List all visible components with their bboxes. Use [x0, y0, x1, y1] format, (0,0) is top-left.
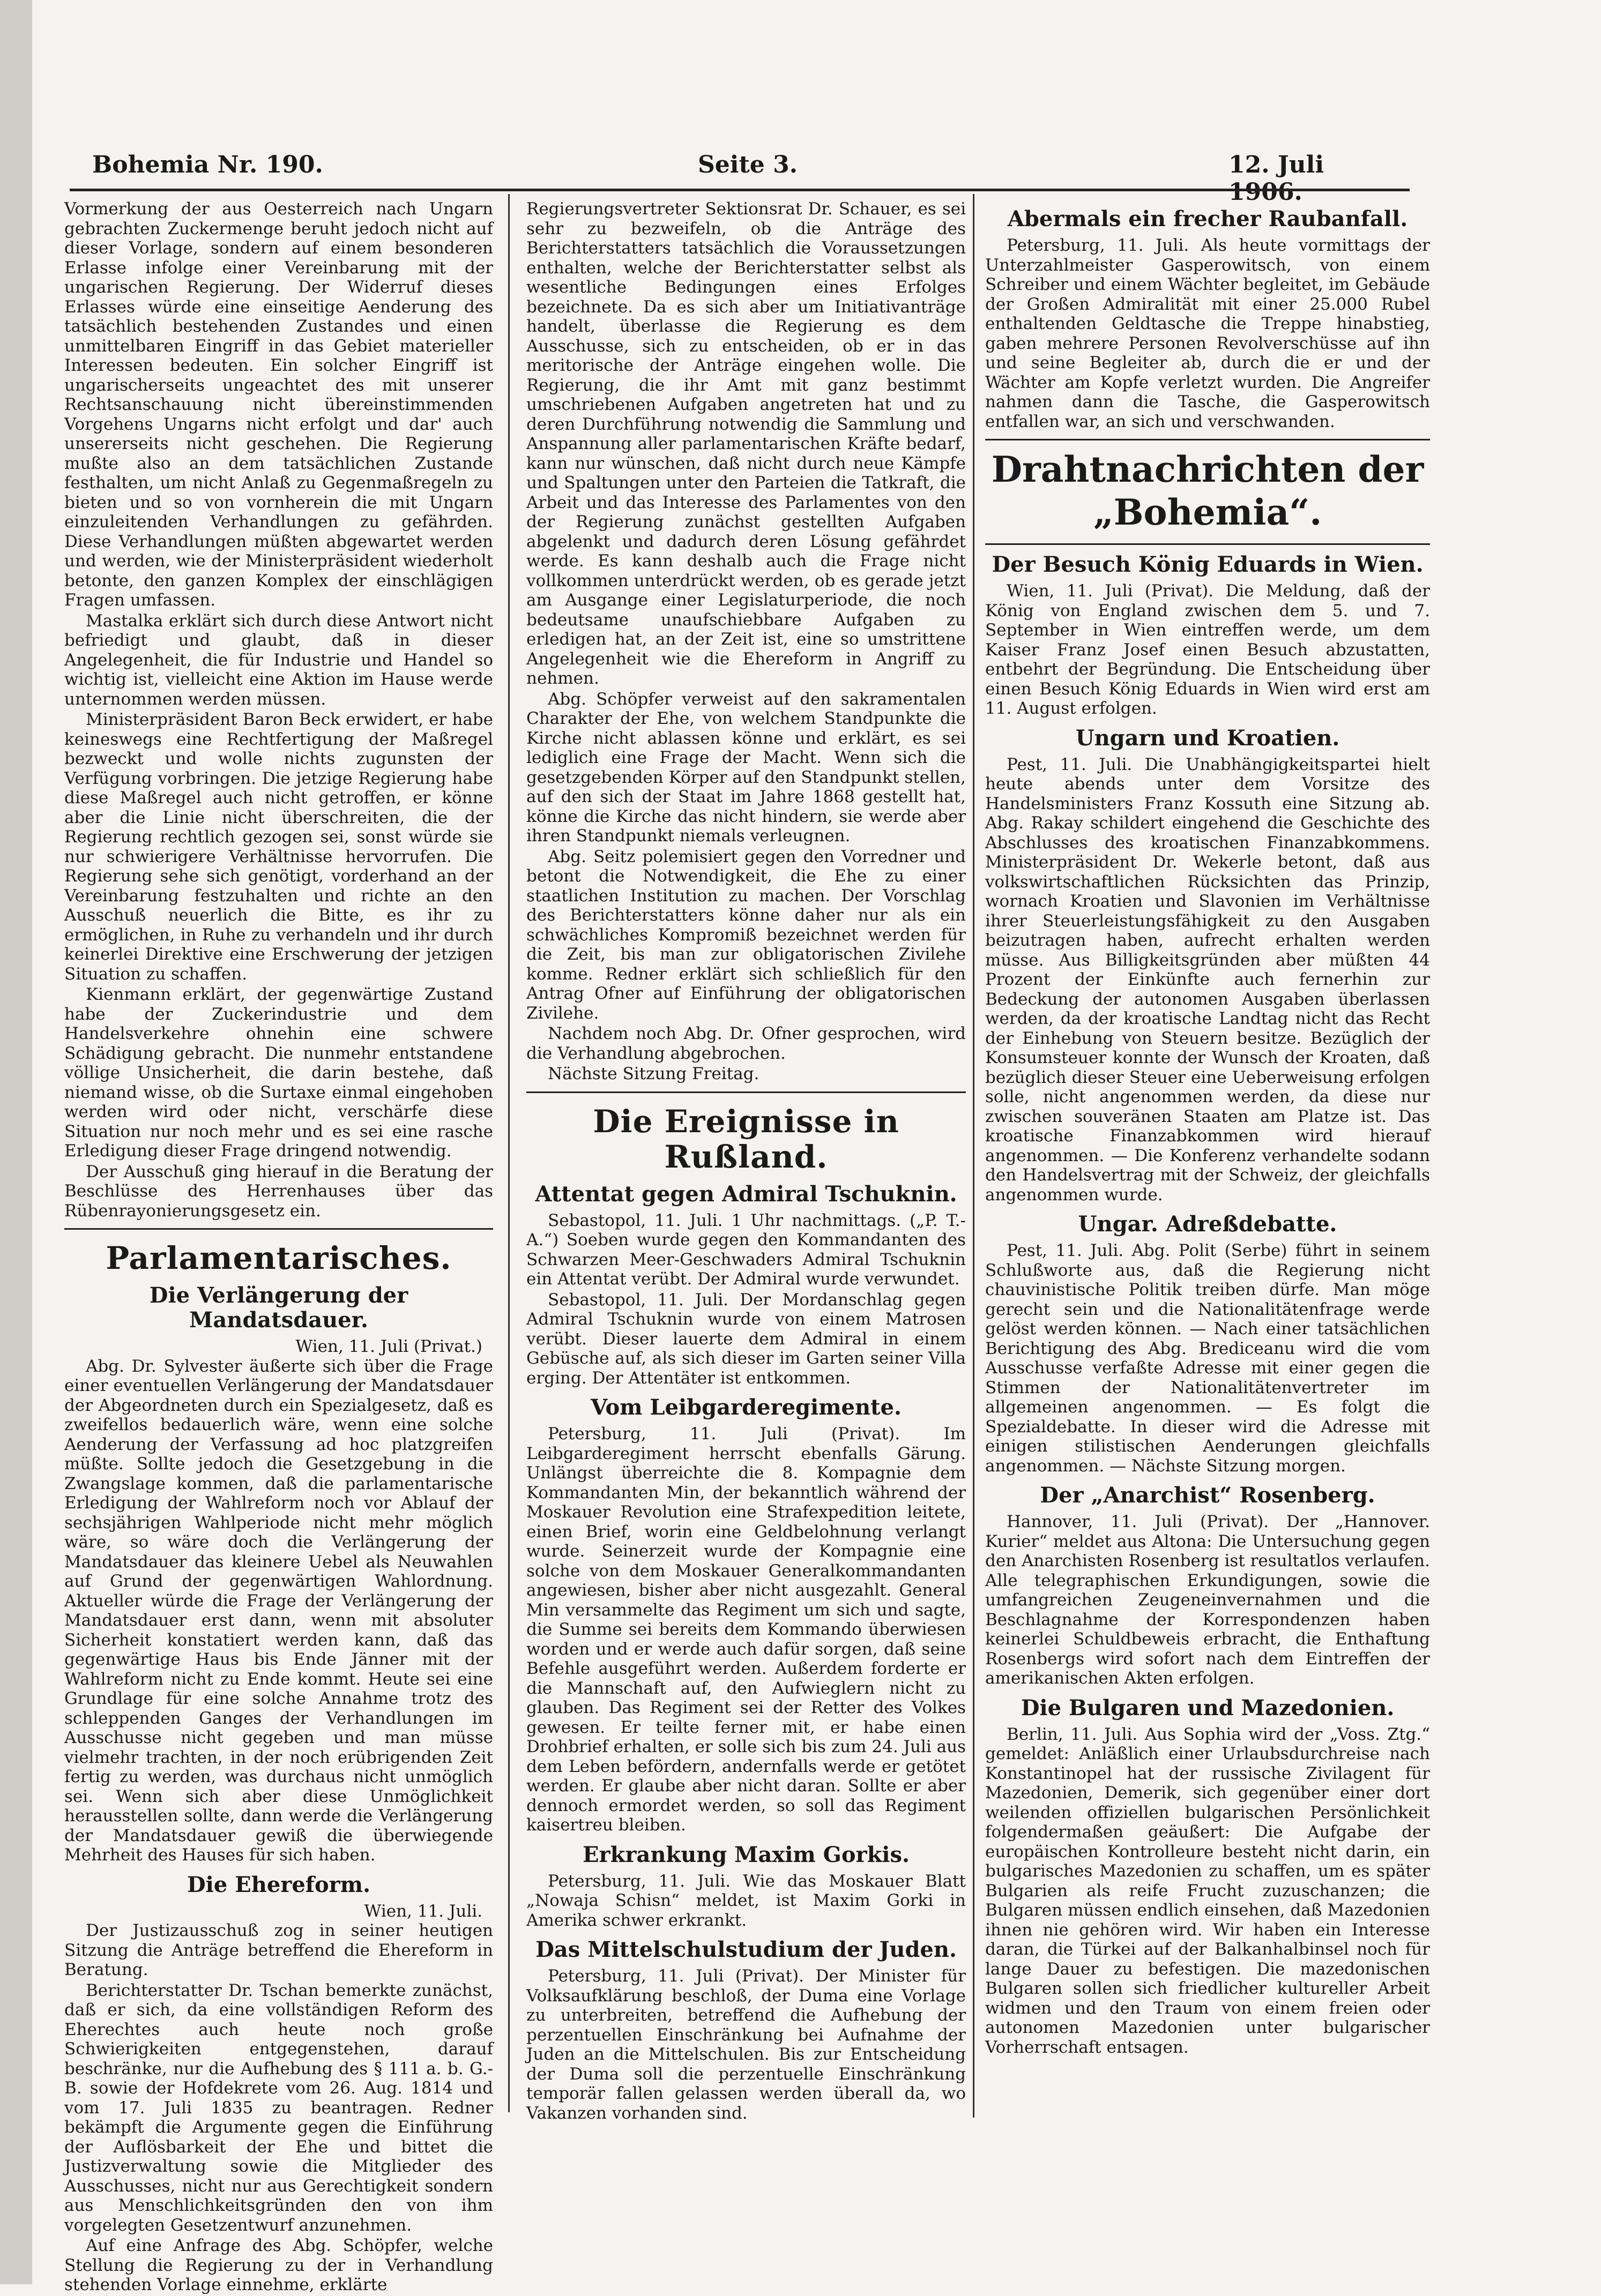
article-headline: Erkrankung Maxim Gorkis.: [583, 1842, 910, 1867]
column-3: [985, 199, 1430, 2058]
article-paragraph: Petersburg, 11. Juli (Privat). Im Leibgarderegiment herrscht ebenfalls Gärung. Unlängst überreichte die 8. Kompagnie dem Kommandanten Min, der bekanntlich während der Moskauer Revolution eine Strafexpedition leitete, einen Brief, worin eine Geldbelohnung verlangt wurde. Seinerzeit wurde der Kompagnie eine solche von dem Moskauer Generalkommandanten angewiesen, bisher aber nicht ausgezahlt. General Min versammelte das Regiment um sich und sagte, die Summe sei bereits dem Kommando überwiesen worden und er werde auch dafür sorgen, daß seine Befehle ausgeführt werden. Außerdem forderte er die Mannschaft auf, den Aufwieglern nicht zu glauben. Das Regiment sei der Retter des Volkes gewesen. Er teilte ferner mit, er habe einen Drohbrief erhalten, er solle sich bis zum 24. Juli aus dem Leben befördern, andernfalls werde er getötet werden. Er glaube aber nicht daran. Sollte er aber dennoch ermordet werden, so soll das Regiment kaisertreu bleiben.: [526, 1424, 966, 1835]
section-title-drahtnachrichten: Drahtnachrichten der „Bohemia“.: [991, 448, 1424, 533]
column-2: [526, 199, 966, 2124]
section-rule: [985, 439, 1430, 440]
article-paragraph: Wien, 11. Juli (Privat). Die Meldung, daß der König von England zwischen dem 5. und 7. September in Wien eintreffen werde, um dem Kaiser Franz Josef einen Besuch abzustatten, entbehrt der Begründung. Die Entscheidung über einen Besuch König Eduards in Wien wird erst am 11. August erfolgen.: [985, 581, 1430, 718]
article-paragraph: Ministerpräsident Baron Beck erwidert, er habe keineswegs eine Rechtfertigung der Maßregel bezweckt und wolle nichts zugunsten der Verfügung vorbringen. Die jetzige Regierung habe diese Maßregel auch nicht getroffen, er könne aber die Linie nicht überschreiten, die der Regierung rechtlich gezogen sei, sonst würde sie nur schwierigere Verhältnisse hervorrufen. Die Regierung sehe sich genötigt, vorderhand an der Vereinbarung festzuhalten und richte an den Ausschuß neuerlich die Bitte, es ihr zu ermöglichen, in Ruhe zu verhandeln und ihr durch keinerlei Direktive eine Erschwerung der jetzigen Situation zu schaffen.: [64, 710, 493, 984]
column-divider-1: [508, 194, 510, 2112]
article-paragraph: Der Justizausschuß zog in seiner heutigen Sitzung die Anträge betreffend die Ehereform in Beratung.: [64, 1921, 493, 1979]
article-paragraph: Vormerkung der aus Oesterreich nach Ungarn gebrachten Zuckermenge beruht jedoch nicht auf dieser Vorlage, sondern auf einem besonderen Erlasse infolge einer Vereinbarung mit der ungarischen Regierung. Der Widerruf dieses Erlasses würde eine einseitige Aenderung des tatsächlich bestehenden Zustandes und einen unmittelbaren Eingriff in das Gebiet materieller Interessen bedeuten. Ein solcher Eingriff ist ungarischerseits ungeachtet des mit unserer Rechtsanschauung nicht übereinstimmenden Vorgehens Ungarns nicht erfolgt und dar' auch unsererseits nicht geschehen. Die Regierung mußte also an dem tatsächlichen Zustande festhalten, um nicht Anlaß zu Gegenmaßregeln zu bieten und so von vornherein die mit Ungarn einzuleitenden Verhandlungen zu gefährden. Diese Verhandlungen müßten abgewartet werden und werden, wie der Ministerpräsident wiederholt betonte, den ganzen Komplex der einschlägigen Fragen umfassen.: [64, 199, 493, 610]
section-rule: [985, 543, 1430, 545]
article-paragraph: Petersburg, 11. Juli (Privat). Der Minister für Volksaufklärung beschloß, der Duma eine Vorlage zu unterbreiten, betreffend die Aufhebung der perzentuellen Einschränkung bei Aufnahme der Juden an die Mittelschulen. Bis zur Entscheidung der Duma soll die perzentuelle Einschränkung temporär fallen gelassen werden überall da, wo Vakanzen vorhanden sind.: [526, 1966, 966, 2123]
article-paragraph: Sebastopol, 11. Juli. 1 Uhr nachmittags. („P. T.-A.“) Soeben wurde gegen den Kommandanten des Schwarzen Meer-Geschwaders Admiral Tschuknin ein Attentat verübt. Der Admiral wurde verwundet.: [526, 1210, 966, 1289]
article-paragraph: Kienmann erklärt, der gegenwärtige Zustand habe der Zuckerindustrie und dem Handelsverkehre ohnehin eine schwere Schädigung gebracht. Die nunmehr entstandene völlige Unsicherheit, die darin bestehe, daß niemand wisse, ob die Surtaxe einmal eingehoben werden wird oder nicht, verschärfe diese Situation nur noch mehr und es sei eine rasche Erledigung dieser Frage dringend notwendig.: [64, 985, 493, 1161]
article-paragraph: Petersburg, 11. Juli. Als heute vormittags der Unterzahlmeister Gasperowitsch, von einem Schreiber und einem Wächter begleitet, im Gebäude der Großen Admiralität mit einer 25.000 Rubel enthaltenden Geldtasche die Treppe hinabstieg, gaben mehrere Personen Revolverschüsse auf ihn und seine Begleiter ab, durch die er und der Wächter am Kopfe verletzt wurden. Die Angreifer nahmen dann die Tasche, die Gasperowitsch entfallen war, an sich und verschwanden.: [985, 236, 1430, 431]
article-paragraph: Nächste Sitzung Freitag.: [548, 1064, 759, 1083]
article-headline: Abermals ein frecher Raubanfall.: [1007, 206, 1408, 231]
section-rule: [526, 1091, 966, 1093]
article-paragraph: Hannover, 11. Juli (Privat). Der „Hannover. Kurier“ meldet aus Altona: Die Untersuchung gegen den Anarchisten Rosenberg ist resultatlos verlaufen. Alle telegraphischen Erkundigungen, sowie die umfangreichen Zeugeneinvernahmen und die Beschlagnahme der Korrespondenzen haben keinerlei Schuldbeweis erbracht, die Enthaftung Rosenbergs wird sofort nach dem Eintreffen der amerikanischen Akten erfolgen.: [985, 1512, 1430, 1688]
article-headline: Ungar. Adreßdebatte.: [1078, 1211, 1337, 1237]
page-header: [92, 151, 1400, 206]
article-headline: Die Verlängerung der Mandatsdauer.: [149, 1283, 408, 1333]
dateline: Wien, 11. Juli.: [364, 1901, 482, 1921]
article-headline: Der „Anarchist“ Rosenberg.: [1040, 1483, 1375, 1508]
article-headline: Das Mittelschulstudium der Juden.: [535, 1937, 957, 1962]
section-title-russland: Die Ereignisse in Rußland.: [593, 1103, 899, 1175]
article-paragraph: Nachdem noch Abg. Dr. Ofner gesprochen, wird die Verhandlung abgebrochen.: [526, 1024, 966, 1063]
article-headline: Vom Leibgarderegimente.: [591, 1395, 902, 1420]
article-paragraph: Regierungsvertreter Sektionsrat Dr. Schauer, es sei sehr zu bezweifeln, ob die Anträge des Berichterstatters tatsächlich die Voraussetzungen enthalten, welche der Berichterstatter selbst als wesentliche Bedingungen eines Erfolges bezeichnete. Da es sich aber um Initiativanträge handelt, überlasse die Regierung es dem Ausschusse, sich zu entscheiden, ob er in das meritorische der Anträge eingehen wolle. Die Regierung, die ihr Amt mit ganz bestimmt umschriebenen Aufgaben angetreten hat und zu deren Durchführung notwendig die Sammlung und Anspannung aller parlamentarischen Kräfte bedarf, kann nur wünschen, daß nicht durch neue Kämpfe und Spaltungen unter den Parteien die Tatkraft, die Arbeit und das Interesse des Parlamentes von den der Regierung zunächst gestellten Aufgaben abgelenkt und dadurch deren Lösung gefährdet werde. Es kann deshalb auch die Frage nicht vollkommen unterdrückt werden, ob es gerade jetzt am Ausgange einer Legislaturperiode, die noch bedeutsame unaufschiebbare Aufgaben zu erledigen hat, an der Zeit ist, eine so umstrittene Angelegenheit wie die Ehereform in Angriff zu nehmen.: [526, 199, 966, 688]
header-rule: [70, 189, 1410, 191]
column-1: [64, 199, 493, 2296]
article-paragraph: Abg. Dr. Sylvester äußerte sich über die Frage einer eventuellen Verlängerung der Mandatsdauer der Abgeordneten durch ein Spezialgesetz, daß es zweifellos bedauerlich wäre, wenn eine solche Aenderung der Verfassung ad hoc platzgreifen müßte. Sollte jedoch die Gesetzgebung in die Zwangslage kommen, daß die parlamentarische Erledigung der Wahlreform noch vor Ablauf der sechsjährigen Wahlperiode nicht mehr möglich wäre, so wäre doch die Verlängerung der Mandatsdauer das kleinere Uebel als Neuwahlen auf Grund der gegenwärtigen Wahlordnung. Aktueller würde die Frage der Verlängerung der Mandatsdauer erst dann, wenn mit absoluter Sicherheit konstatiert werden kann, daß das gegenwärtige Haus bis Ende Jänner mit der Wahlreform nicht zu Ende kommt. Heute sei eine Grundlage für eine solche Annahme trotz des schleppenden Ganges der Verhandlungen im Ausschusse nicht gegeben und man müsse vielmehr trachten, in der noch erübrigenden Zeit fertig zu werden, was durchaus nicht unmöglich sei. Wenn sich aber diese Unmöglichkeit herausstellen sollte, dann werde die Verlängerung der Mandatsdauer gewiß die überwiegende Mehrheit des Hauses für sich haben.: [64, 1356, 493, 1865]
article-headline: Der Besuch König Eduards in Wien.: [992, 552, 1424, 577]
article-paragraph: Sebastopol, 11. Juli. Der Mordanschlag gegen Admiral Tschuknin wurde von einem Matrosen verübt. Dieser lauerte dem Admiral in einem Gebüsche auf, als sich dieser im Garten seiner Villa erging. Der Attentäter ist entkommen.: [526, 1290, 966, 1388]
dateline: Wien, 11. Juli (Privat.): [295, 1337, 482, 1356]
article-headline: Die Bulgaren und Mazedonien.: [1021, 1695, 1395, 1721]
scan-edge: [0, 0, 32, 2284]
article-paragraph: Berlin, 11. Juli. Aus Sophia wird der „Voss. Ztg.“ gemeldet: Anläßlich einer Urlaubsdurchreise nach Konstantinopel hat der russische Zivilagent für Mazedonien, Demerik, sich gegenüber einer dort weilenden offiziellen bulgarischen Persönlichkeit folgendermaßen geäußert: Die Aufgabe der europäischen Kontrolleure besteht nicht darin, ein bulgarisches Mazedonien zu schaffen, um es später Bulgarien als reife Frucht zuzuschanzen; die Bulgaren müssen endlich einsehen, daß Mazedonien ihnen nie gehören wird. Wir haben ein Interesse daran, die Türkei auf der Balkanhalbinsel noch für lange Dauer zu befestigen. Die mazedonischen Bulgaren sollen sich friedlicher kultureller Arbeit widmen und den Traum von einem freien oder autonomen Mazedonien unter bulgarischer Vorherrschaft entsagen.: [985, 1724, 1430, 2057]
article-paragraph: Petersburg, 11. Juli. Wie das Moskauer Blatt „Nowaja Schisn“ meldet, ist Maxim Gorki in Amerika schwer erkrankt.: [526, 1871, 966, 1930]
section-rule: [64, 1228, 493, 1230]
article-paragraph: Mastalka erklärt sich durch diese Antwort nicht befriedigt und glaubt, daß in dieser Angelegenheit, die für Industrie und Handel so wichtig ist, vielleicht eine Aktion im Hause werde unternommen werden müssen.: [64, 611, 493, 709]
article-paragraph: Pest, 11. Juli. Abg. Polit (Serbe) führt in seinem Schlußworte aus, daß die Regierung nicht chauvinistische Politik treiben dürfe. Man möge gerecht sein und die Nationalitätenfrage werde gelöst werden können. — Nach einer tatsächlichen Berichtigung des Abg. Brediceanu wird die vom Ausschusse verfaßte Adresse mit einer gegen die Stimmen der Nationalitätenvertreter im allgemeinen angenommen. — Es folgt die Spezialdebatte. In dieser wird die Adresse mit einigen stilistischen Aenderungen gleichfalls angenommen. — Nächste Sitzung morgen.: [985, 1241, 1430, 1476]
article-paragraph: Berichterstatter Dr. Tschan bemerkte zunächst, daß er sich, da eine vollständigen Reform des Eherechtes auch heute noch große Schwierigkeiten entgegenstehen, darauf beschränke, nur die Aufhebung des § 111 a. b. G.-B. sowie der Hofdekrete vom 26. Aug. 1814 und vom 17. Juli 1835 zu beantragen. Redner bekämpft die Argumente gegen die Einführung der Auflösbarkeit der Ehe und bittet die Justizverwaltung sowie die Mitglieder des Ausschusses, nicht nur aus Gerechtigkeit sondern aus Menschlichkeitsgründen den von ihm vorgelegten Gesetzentwurf anzunehmen.: [64, 1980, 493, 2235]
article-paragraph: Auf eine Anfrage des Abg. Schöpfer, welche Stellung die Regierung zu der in Verhandlung stehenden Vorlage einnehme, erklärte: [64, 2236, 493, 2294]
article-paragraph: Abg. Schöpfer verweist auf den sakramentalen Charakter der Ehe, von welchem Standpunkte die Kirche nicht ablassen könne und erklärt, es sei lediglich eine Frage der Macht. Wenn sich die gesetzgebenden Körper auf den Standpunkt stellen, auf den sich der Staat im Jahre 1868 gestellt hat, könne die Kirche das nicht hindern, sie werde aber ihren Standpunkt niemals verleugnen.: [526, 689, 966, 846]
header-paper-issue: Bohemia Nr. 190.: [92, 151, 323, 178]
article-paragraph: Pest, 11. Juli. Die Unabhängigkeitspartei hielt heute abends unter dem Vorsitze des Handelsministers Franz Kossuth eine Sitzung ab. Abg. Rakay schildert eingehend die Geschichte des Abschlusses des kroatischen Finanzabkommens. Ministerpräsident Dr. Wekerle betont, daß aus volkswirtschaftlichen Rücksichten das Prinzip, wornach Kroatien und Slavonien im Verhältnisse ihrer Steuerleistungsfähigkeit zu den Ausgaben beizutragen haben, aufrecht erhalten werden müsse. Aus Billigkeitsgründen aber müßten 44 Prozent der Einkünfte auch fernerhin zur Bedeckung der autonomen Ausgaben überlassen werden, da der kroatische Landtag nicht das Recht der Einhebung von Steuern besitze. Bezüglich der Konsumsteuer konnte der Wunsch der Kroaten, daß bezüglich dieser Steuer eine Ueberweisung erfolgen solle, nicht angenommen werden, da diese nur zwischen souveränen Staaten am Platze ist. Das kroatische Finanzabkommen wird hierauf angenommen. — Die Konferenz verhandelte sodann den Handelsvertrag mit der Schweiz, der gleichfalls angenommen wurde.: [985, 754, 1430, 1205]
header-page-number: Seite 3.: [698, 151, 798, 178]
article-headline: Attentat gegen Admiral Tschuknin.: [535, 1181, 957, 1207]
header-date: 12. Juli 1906.: [1228, 151, 1324, 206]
article-headline: Die Ehereform.: [187, 1872, 370, 1897]
article-paragraph: Der Ausschuß ging hierauf in die Beratung der Beschlüsse des Herrenhauses über das Rübenrayonierungsgesetz ein.: [64, 1162, 493, 1221]
column-divider-2: [973, 194, 974, 2118]
article-paragraph: Abg. Seitz polemisiert gegen den Vorredner und betont die Notwendigkeit, die Ehe zu einer staatlichen Institution zu machen. Der Vorschlag des Berichterstatters könne daher nur als ein schwächliches Kompromiß bezeichnet werden für die Zeit, bis man zur obligatorischen Zivilehe komme. Redner erklärt sich schließlich für den Antrag Ofner auf Einführung der obligatorischen Zivilehe.: [526, 847, 966, 1023]
article-headline: Ungarn und Kroatien.: [1075, 725, 1340, 751]
section-title-parlamentarisches: Parlamentarisches.: [106, 1240, 452, 1276]
